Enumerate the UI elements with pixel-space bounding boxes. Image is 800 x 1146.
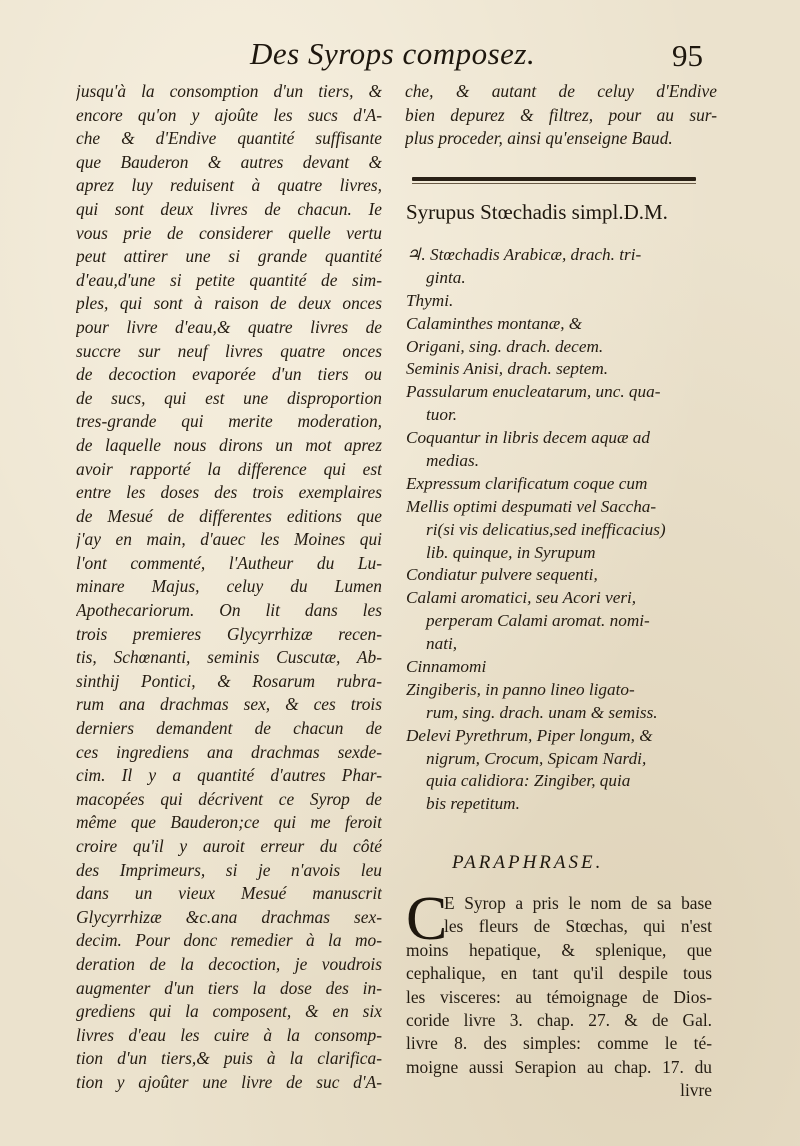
- page-number: 95: [672, 38, 703, 73]
- recipe-item: [406, 244, 716, 290]
- text-line: trois premieres Glycyrrhizæ recen-: [76, 623, 382, 644]
- text-line: qui sont deux livres de chacun. Ie: [76, 198, 382, 219]
- recipe-line: Seminis Anisi, drach. septem.: [406, 359, 609, 379]
- text-line: Apothecariorum. On lit dans les: [76, 600, 382, 621]
- recipe-item: [406, 336, 716, 359]
- recipe-line: Mellis optimi despumati vel Saccha-: [406, 496, 657, 516]
- recipe-line: quia calidiora: Zingiber, quia: [426, 771, 631, 791]
- text-line: tis, Schœnanti, seminis Cuscutæ, Ab-: [76, 647, 382, 668]
- recipe-line: Calami aromatici, seu Acori veri,: [406, 588, 637, 608]
- paragraph-line: livre 8. des simples: comme le té-: [406, 1033, 712, 1054]
- text-line: que Bauderon & autres devant &: [76, 151, 382, 172]
- text-line: dans un vieux Mesué manuscrit: [76, 883, 382, 904]
- text-line: aprez luy reduisent à quatre livres,: [76, 175, 382, 196]
- text-line: cim. Il y a quantité d'autres Phar-: [76, 765, 382, 786]
- recipe-line: Delevi Pyrethrum, Piper longum, &: [406, 725, 653, 745]
- text-line: minare Majus, celuy du Lumen: [76, 576, 382, 597]
- recipe-line: ri(si vis delicatius,sed inefficacius): [426, 519, 666, 539]
- recipe-item: [406, 427, 716, 473]
- text-line: de laquelle nous dirons un mot aprez: [76, 434, 382, 455]
- text-line: pour livre d'eau,& quatre livres de: [76, 316, 382, 337]
- recipe-item: [406, 587, 716, 656]
- text-line: tres-grande qui merite moderation,: [76, 411, 382, 432]
- recipe-item: [406, 313, 716, 336]
- text-line: tion y ajoûter une livre de suc d'A-: [76, 1071, 382, 1092]
- text-line: encore qu'on y ajoûte les sucs d'A-: [76, 104, 382, 125]
- text-line: grediens qui la composent, & en six: [76, 1001, 382, 1022]
- paragraph-line: les visceres: au témoignage de Dios-: [406, 986, 712, 1007]
- text-line: tion d'un tiers,& puis à la clarifica-: [76, 1048, 382, 1069]
- recipe-line: nigrum, Crocum, Spicam Nardi,: [426, 748, 647, 768]
- recipe-line: nati,: [426, 634, 458, 654]
- text-line: deration de la decoction, je voudrois: [76, 953, 382, 974]
- text-line: derniers demandent de chacun de: [76, 718, 382, 739]
- recipe-item: [406, 473, 716, 496]
- recipe-line: Thymi.: [406, 290, 454, 310]
- text-line: de sucs, qui est une disproportion: [76, 387, 382, 408]
- text-line: augmenter d'un tiers la dose des in-: [76, 977, 382, 998]
- recipe-line: bis repetitum.: [426, 794, 520, 814]
- paragraph-line: coride livre 3. chap. 27. & de Gal.: [406, 1009, 712, 1030]
- recipe-title: Syrupus Stœchadis simpl.D.M.: [406, 200, 668, 224]
- paragraph-line: livre: [680, 1080, 712, 1101]
- recipe-line: ginta.: [426, 267, 466, 287]
- paragraph-line: cephalique, en tant qu'il despile tous: [406, 963, 712, 984]
- text-line: macopées qui décrivent ce Syrop de: [76, 788, 382, 809]
- text-line: bien depurez & filtrez, pour au sur-: [405, 104, 717, 125]
- recipe-line: ♃. Stœchadis Arabicæ, drach. tri-: [406, 245, 642, 264]
- paragraph-line: moins hepatique, & splenique, que: [406, 939, 712, 960]
- right-column-continuation: [405, 80, 717, 151]
- text-line: ples, qui sont à raison de deux onces: [76, 293, 382, 314]
- text-line: croire qu'il y auroit erreur du côté: [76, 836, 382, 856]
- text-line: de decoction evaporée d'un tiers ou: [76, 364, 382, 385]
- recipe-line: medias.: [426, 451, 479, 471]
- drop-cap-letter: C: [406, 885, 448, 953]
- paragraph-line: E Syrop a pris le nom de sa base: [444, 893, 712, 913]
- text-line: ces ingrediens ana drachmas sexde-: [76, 741, 382, 762]
- recipe-line: Zingiberis, in panno lineo ligato-: [406, 679, 635, 699]
- recipe-line: perperam Calami aromat. nomi-: [426, 611, 650, 631]
- paragraph-line: les fleurs de Stœchas, qui n'est: [444, 916, 712, 937]
- text-line: d'eau,d'une si petite quantité de sim-: [76, 269, 382, 290]
- paragraph-line: moigne aussi Serapion au chap. 17. du: [406, 1056, 712, 1077]
- text-line: livres d'eau les cuire à la consomp-: [76, 1024, 382, 1045]
- recipe-item: [406, 679, 716, 725]
- recipe-line: tuor.: [426, 405, 458, 425]
- left-text-column: [76, 80, 382, 1095]
- text-line: che & d'Endive quantité suffisante: [76, 128, 382, 149]
- recipe-line: Passularum enucleatarum, unc. qua-: [406, 382, 661, 402]
- recipe-item: [406, 496, 716, 565]
- text-line: che, & autant de celuy d'Endive: [405, 81, 717, 101]
- recipe-line: Coquantur in libris decem aquæ ad: [406, 428, 650, 448]
- recipe-list: [406, 244, 716, 816]
- text-line: rum ana drachmas sex, & ces trois: [76, 694, 382, 715]
- recipe-line: Origani, sing. drach. decem.: [406, 336, 604, 356]
- text-line: sinthij Pontici, & Rosarum rubra-: [76, 670, 382, 691]
- paraphrase-paragraph: [406, 892, 712, 1103]
- recipe-item: [406, 358, 716, 381]
- text-line: j'ay en main, d'auec les Moines qui: [76, 529, 382, 550]
- text-line: entre les doses des trois exemplaires: [76, 482, 382, 503]
- text-line: même que Bauderon;ce qui me feroit: [76, 812, 382, 833]
- recipe-item: [406, 381, 716, 427]
- recipe-line: Calaminthes montanæ, &: [406, 313, 583, 333]
- recipe-line: Condiatur pulvere sequenti,: [406, 565, 598, 585]
- text-line: decim. Pour donc remedier à la mo-: [76, 930, 382, 951]
- running-header-title: Des Syrops composez.: [250, 36, 536, 71]
- recipe-item: [406, 656, 716, 679]
- text-line: peut attirer une si grande quantité: [76, 246, 382, 267]
- bleed-through-text: [2, 96, 72, 156]
- recipe-line: rum, sing. drach. unam & semiss.: [426, 702, 658, 722]
- text-line: jusqu'à la consomption d'un tiers, &: [76, 81, 382, 101]
- paraphrase-heading: PARAPHRASE.: [452, 852, 604, 873]
- text-line: l'ont commenté, l'Autheur du Lu-: [76, 552, 382, 573]
- text-line: succre sur neuf livres quatre onces: [76, 340, 382, 361]
- text-line: des Imprimeurs, si je n'avois leu: [76, 859, 382, 880]
- recipe-item: [406, 564, 716, 587]
- section-rule: [412, 177, 696, 181]
- text-line: avoir rapporté la difference qui est: [76, 458, 382, 479]
- recipe-item: [406, 725, 716, 817]
- recipe-line: lib. quinque, in Syrupum: [426, 542, 596, 562]
- recipe-line: Expressum clarificatum coque cum: [406, 473, 648, 493]
- text-line: plus proceder, ainsi qu'enseigne Baud.: [405, 128, 673, 149]
- text-line: Glycyrrhizæ &c.ana drachmas sex-: [76, 906, 382, 927]
- text-line: de Mesué de differentes editions que: [76, 505, 382, 526]
- recipe-item: [406, 290, 716, 313]
- text-line: vous prie de considerer quelle vertu: [76, 222, 382, 243]
- recipe-line: Cinnamomi: [406, 657, 487, 677]
